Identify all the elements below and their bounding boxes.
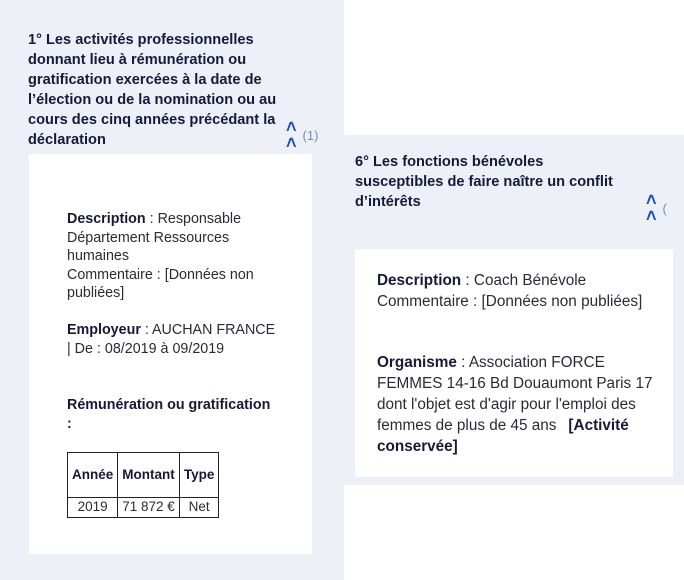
description-value: : Responsable Département Ressources humaines — [67, 211, 242, 264]
organisme-value: : Association FORCE FEMMES 14-16 Bd Douaumont Paris 17 dont l'objet est d'agir pour l'emploi des femmes de plus de 45 ans — [377, 354, 653, 434]
remuneration-label: Rémunération ou gratification — [67, 397, 271, 413]
remuneration-heading: Rémunération ou gratification : — [67, 397, 271, 432]
cell-year: 2019 — [68, 498, 118, 518]
item-count: (1) — [302, 127, 319, 143]
organisme-label: Organisme — [377, 354, 457, 371]
section-title: 1° Les activités professionnelles donnant lieu à rémunération ou gratification exercées à la date de l’élection ou de la nomination ou au cours des cinq années précédant la déclaration — [28, 32, 277, 148]
comment-label: Commentaire — [377, 293, 469, 310]
remuneration-table — [67, 452, 219, 518]
description-value: : Coach Bénévole — [461, 272, 587, 289]
column-header-type: Type — [179, 453, 219, 498]
comment-value: : [Données non publiées] — [468, 293, 643, 310]
collapse-toggle[interactable] — [286, 119, 318, 151]
double-chevron-up-icon: ˄ ˄ — [286, 117, 297, 153]
employer-label: Employeur — [67, 322, 141, 338]
volunteer-card — [355, 249, 673, 477]
description-label: Description — [67, 211, 146, 227]
column-header-amount: Montant — [118, 453, 180, 498]
section-title: 6° Les fonctions bénévoles susceptibles de faire naître un conflit d’intérêts — [355, 154, 613, 210]
comment-value: : [Données non publiées] — [67, 266, 254, 301]
cell-amount: 71 872 € — [118, 498, 180, 518]
employer-field — [67, 321, 277, 358]
double-chevron-up-icon: ˄ ˄ — [646, 190, 657, 226]
table-header-row — [68, 453, 219, 498]
section-volunteer-functions — [344, 135, 684, 485]
description-label: Description — [377, 272, 462, 289]
kept-activity-badge: [Activité conservée] — [377, 417, 629, 455]
cell-type: Net — [179, 498, 219, 518]
activity-card — [29, 154, 312, 554]
organisme-field — [377, 352, 662, 457]
item-count: ( — [662, 200, 667, 216]
description-field — [67, 210, 277, 303]
column-header-year: Année — [68, 453, 118, 498]
description-field — [377, 270, 662, 312]
table-row — [68, 498, 219, 518]
employer-value: : AUCHAN FRANCE | De : 08/2019 à 09/2019 — [67, 322, 276, 357]
collapse-toggle-volunteer[interactable] — [646, 192, 667, 224]
comment-label: Commentaire — [67, 266, 153, 283]
